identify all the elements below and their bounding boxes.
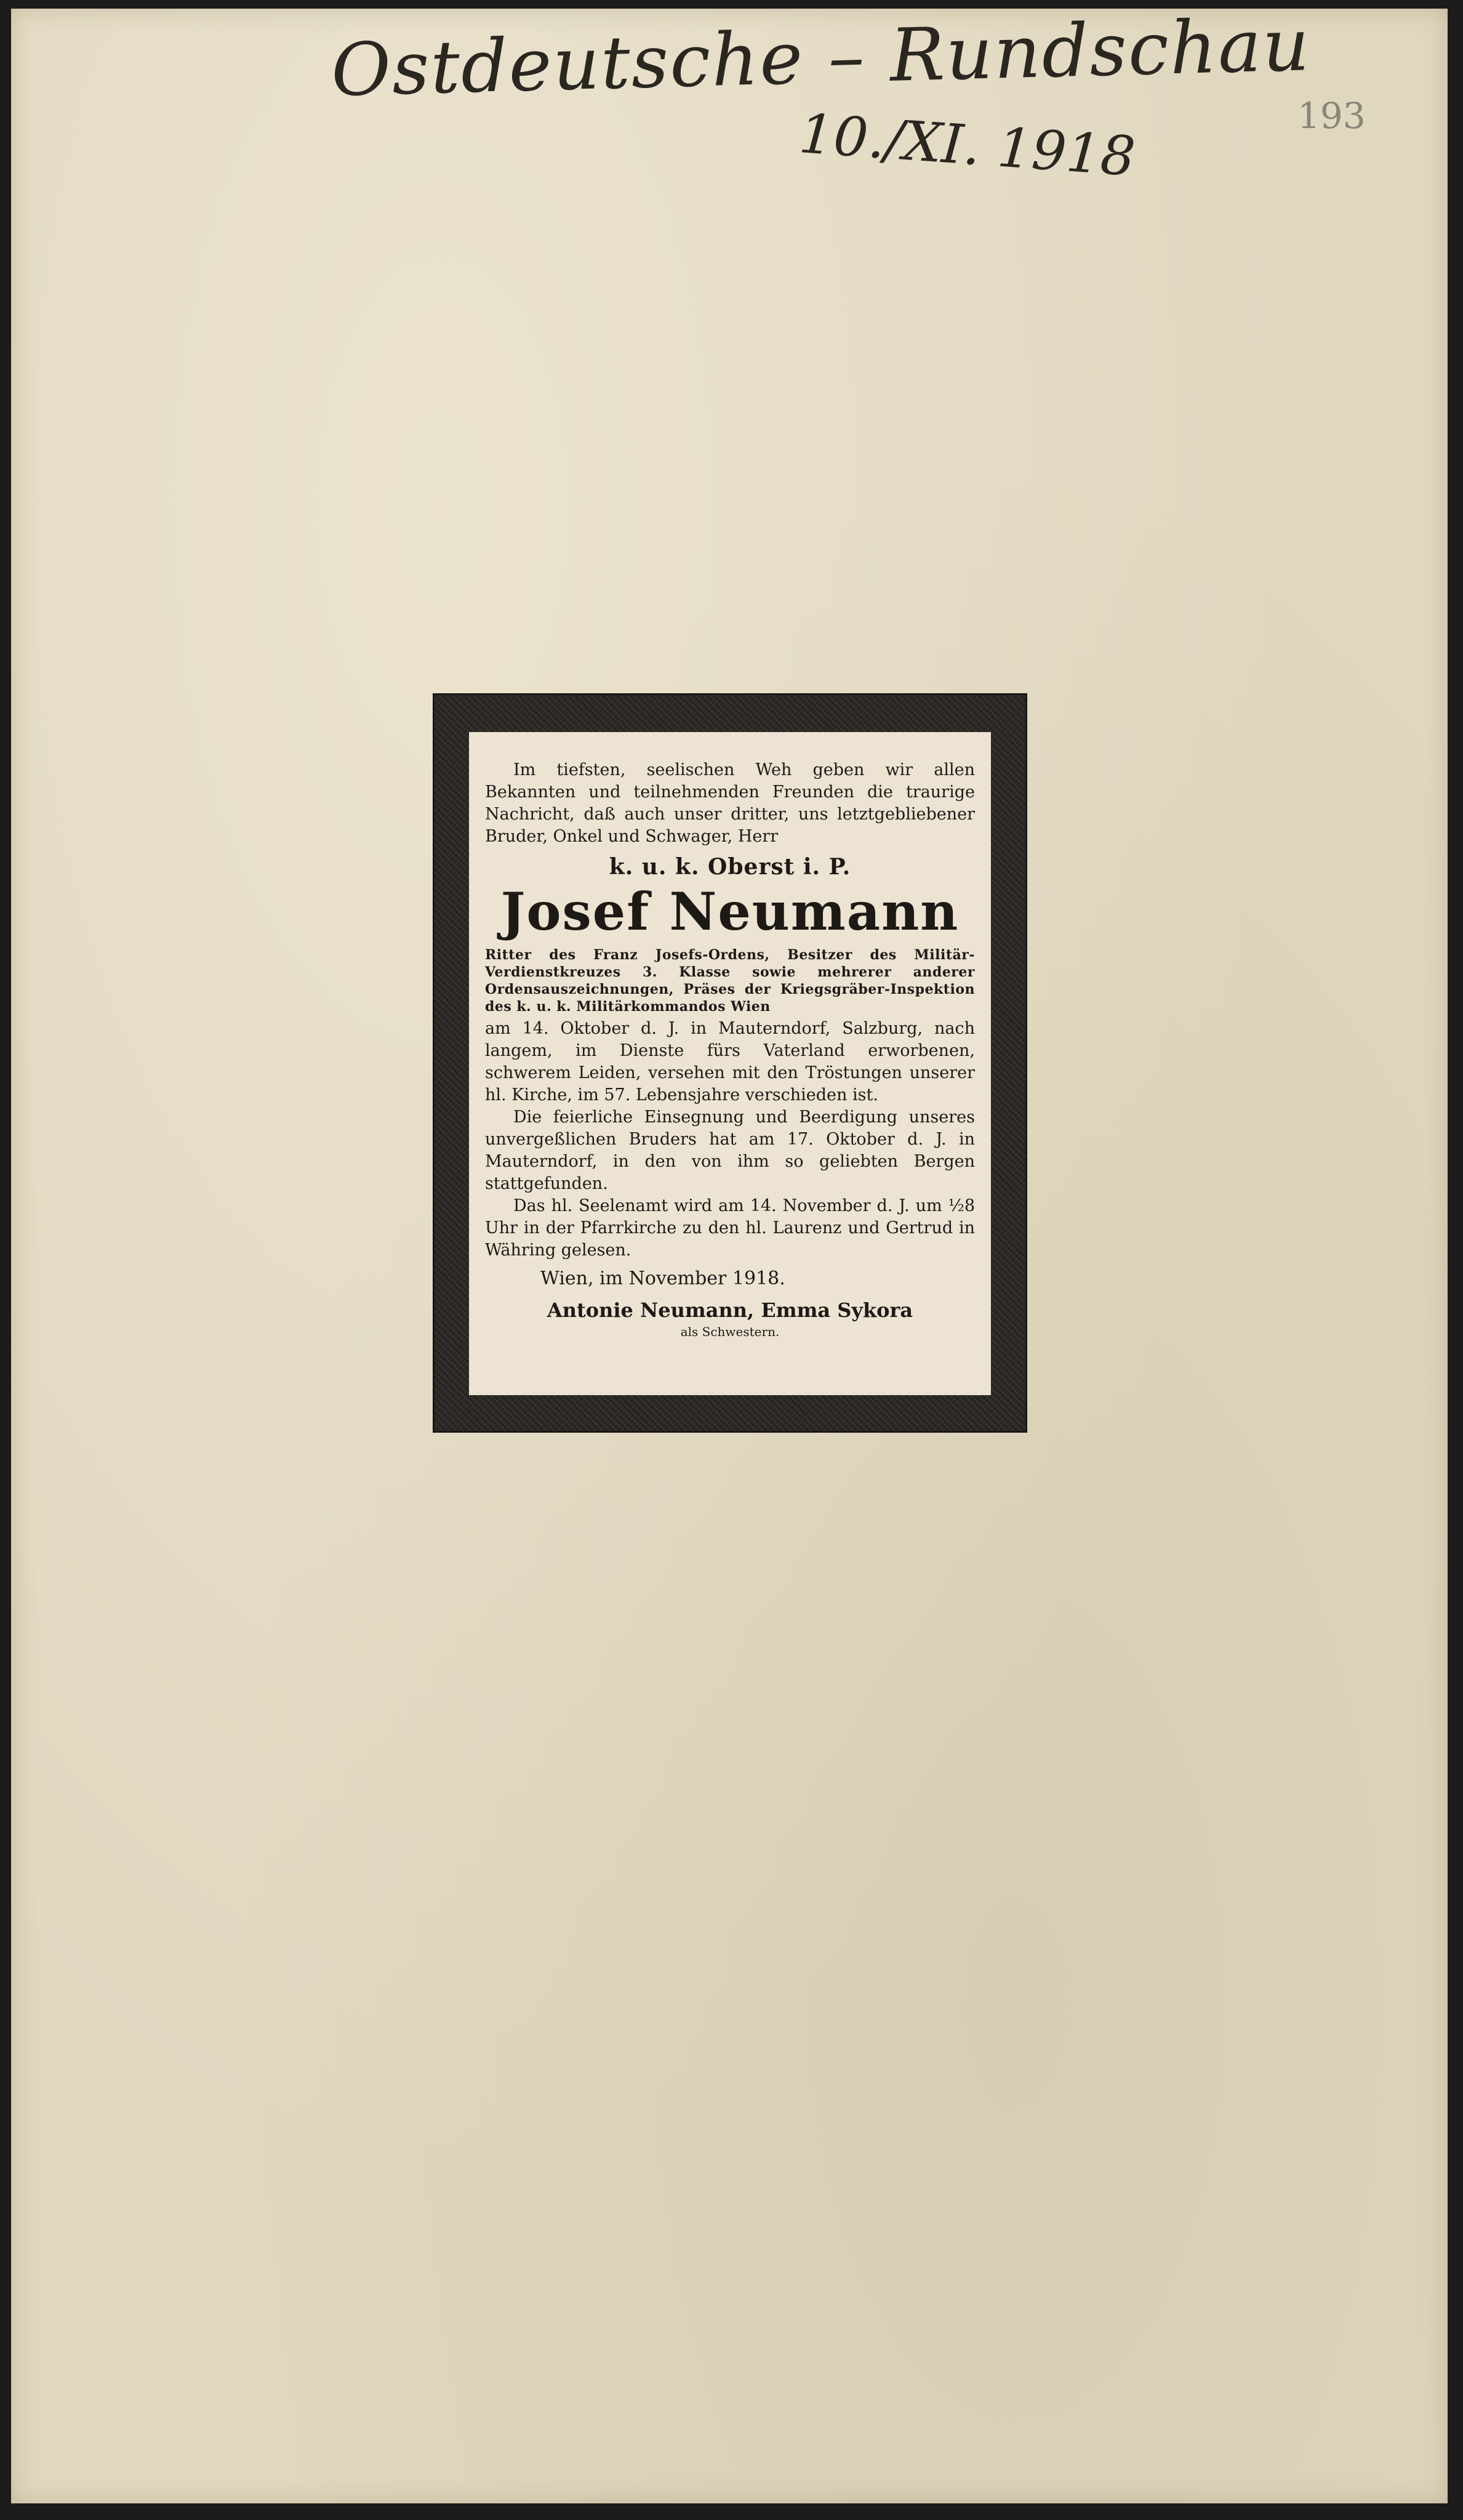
signers-relation: als Schwestern. [680, 1324, 780, 1339]
signers: Antonie Neumann, Emma Sykora [547, 1298, 913, 1322]
funeral-notice: Die feierliche Einsegnung und Beerdigung unseres unvergeßlichen Bruders hat am 17. Oktober d. J. in Mauterndorf, in den von ihm so geliebten Bergen stattgefunden. [485, 1108, 975, 1193]
deceased-honors: Ritter des Franz Josefs-Ordens, Besitzer des Militär-Verdienstkreuzes 3. Klasse sowie mehrerer anderer Ordensauszeichnungen, Präses der Kriegsgräber-Inspektion des k. u. k. Militärkommandos Wien [485, 947, 975, 1015]
folio-number: 193 [1297, 95, 1366, 137]
place-and-date: Wien, im November 1918. [540, 1268, 785, 1289]
mass-notice: Das hl. Seelenamt wird am 14. November d. J. um ½8 Uhr in der Pfarrkirche zu den hl. Laurenz und Gertrud in Währing gelesen. [485, 1196, 975, 1260]
obituary-text-area [469, 732, 991, 1395]
handwritten-newspaper-title: Ostdeutsche – Rundschau [330, 2, 1312, 113]
death-notice: am 14. Oktober d. J. in Mauterndorf, Salzburg, nach langem, im Dienste fürs Vaterland erworbenen, schwerem Leiden, versehen mit den Tröstungen unserer hl. Kirche, im 57. Lebensjahre verschieden ist. [485, 1019, 975, 1105]
obituary-clipping [435, 695, 1025, 1431]
handwritten-date: 10./XI. 1918 [797, 102, 1137, 188]
deceased-rank: k. u. k. Oberst i. P. [609, 854, 851, 880]
deceased-name: Josef Neumann [500, 881, 960, 942]
obituary-intro: Im tiefsten, seelischen Weh geben wir allen Bekannten und teilnehmenden Freunden die traurige Nachricht, daß auch unser dritter, uns letztgebliebener Bruder, Onkel und Schwager, Herr [485, 760, 975, 846]
archive-sheet [11, 2, 1448, 2503]
